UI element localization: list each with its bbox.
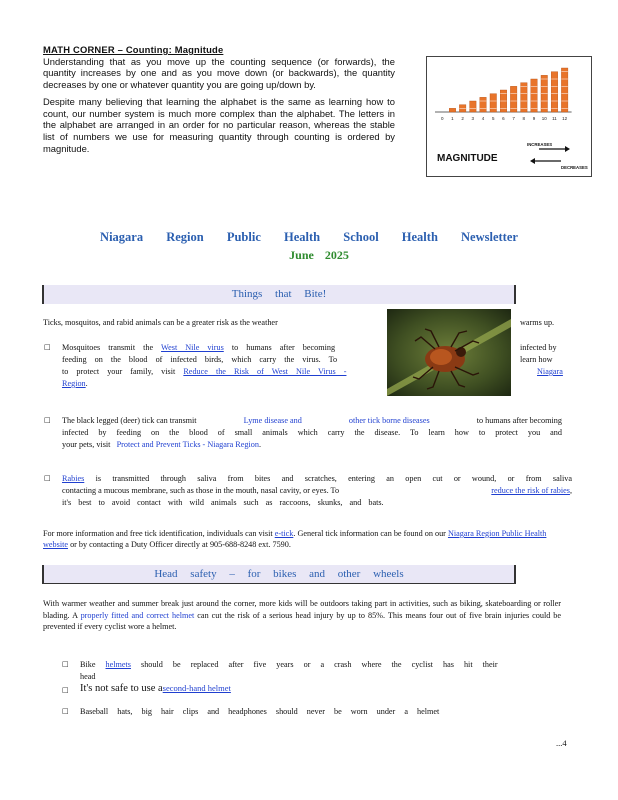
math-corner-paragraph-1: Understanding that as you move up the counting sequence (or forwards), the quantity increases by one and as you move down (or backwards), the quantity decreases by one or whatever quantity you are going up/down by. [43,55,395,91]
bullet-icon: □ [62,707,69,715]
bullet-icon: □ [62,660,69,668]
bullet-1-period: . [85,379,88,388]
bullet-icon: □ [44,474,51,482]
chart-bar [449,108,456,112]
link-niagara-region-1[interactable]: Region [62,379,86,388]
chart-tick-label: 2 [461,116,464,121]
section-1-intro: Ticks, mosquitos, and rabid animals can be a greater risk as the weather [43,318,278,327]
section-things-that-bite: Things that Bite! [42,285,516,304]
bullet-3-comma: , [569,486,572,495]
magnitude-chart [426,56,592,177]
chart-tick-label: 7 [512,116,515,121]
bullet-1-pre: Mosquitoes transmit the [62,343,154,352]
section-head-safety: Head safety – for bikes and other wheels [42,565,516,584]
more-info-pre: For more information and free tick identification, individuals can visit [43,529,273,538]
link-rabies[interactable]: Rabies [62,474,85,483]
decreases-arrow-head [530,158,535,164]
chart-tick-label: 5 [491,116,495,121]
magnitude-chart-svg [427,57,593,178]
tick-photo [387,309,511,396]
increases-arrow-head [565,146,570,152]
newsletter-title: Niagara Region Public Health School Health Newsletter [100,230,518,244]
bullet-icon: □ [44,343,51,351]
bullet-1-right-1: infected by [520,343,557,352]
math-corner-title: MATH CORNER – Counting: Magnitude [43,44,224,55]
chart-bar [470,101,477,112]
more-info-mid: . General tick information can be found on our [293,529,446,538]
bullet-2-line-2: infected by feeding on the blood of small animals which carry the disease. To learn how to protect you and [62,428,562,437]
chart-tick-label: 0 [440,116,444,121]
bullet-icon: □ [62,686,69,694]
chart-bar [490,94,497,112]
head-safety-intro-post: can cut the risk of a serious head injury by up to 85%. This means four out of five brain injuries could be prevented if every cyclist wore a helmet. [43,610,562,631]
link-reduce-risk-west-nile[interactable]: Reduce the Risk of West Nile Virus - [183,367,347,376]
more-info-paragraph [43,529,559,550]
section-1-intro-end: warms up. [520,318,555,327]
bullet-2-pre: The black legged (deer) tick can transmit [62,416,197,425]
link-lyme-disease[interactable]: Lyme disease and [243,416,302,425]
more-info-post: or by contacting a Duty Officer directly at 905-688-8248 ext. 7590. [70,539,291,549]
chart-tick-label: 12 [562,116,568,121]
bullet-1-line-2: feeding on the blood of infected birds, which carry the virus. To [62,355,338,364]
chart-tick-label: 10 [541,116,547,121]
bullet-mosquitoes [62,342,382,390]
link-e-tick[interactable]: e-tick [274,529,294,538]
bullet-helmet-replace [80,659,500,683]
chart-bar [480,97,487,112]
bullet-second-hand-helmet [80,683,231,694]
chart-bar [561,68,568,112]
bullet-no-hats: Baseball hats, big hair clips and headphones should never be worn under a helmet [80,707,440,716]
helmet-bullet-1-pre: Bike [80,660,96,669]
head-safety-intro [43,598,561,633]
bullet-1-line-3-pre: to protect your family, visit [62,367,176,376]
decreases-label: DECREASES [561,165,588,170]
chart-bar [521,83,528,112]
chart-tick-label: 4 [481,116,485,121]
chart-tick-label: 9 [532,116,536,121]
link-properly-fitted-helmet[interactable]: properly fitted and correct helmet [80,610,195,620]
math-corner [43,44,395,159]
chart-bar [531,79,538,112]
link-protect-prevent-ticks[interactable]: Protect and Prevent Ticks - Niagara Region [116,440,259,449]
bullet-2-line-3-pre: your pets, visit [62,440,111,449]
link-other-tick-borne[interactable]: other tick borne diseases [348,416,430,425]
link-niagara-region-2[interactable]: Niagara [537,367,563,376]
link-helmets[interactable]: helmets [105,660,131,669]
bullet-1-post: to humans after becoming [231,343,336,352]
bullet-rabies [62,473,572,509]
bullet-3-line-3: it's best to avoid contact with wild animals such as raccoons, skunks, and bats. [62,498,384,507]
bullet-icon: □ [44,416,51,424]
bullet-3-line-1: is transmitted through saliva from bites and scratches, entering an open cut or wound, or from saliva [95,474,573,483]
bullet-2-period: . [258,440,261,449]
chart-tick-label: 1 [451,116,454,121]
chart-tick-label: 8 [522,116,526,121]
chart-tick-label: 6 [502,116,505,121]
head-safety-intro-pre: With warmer weather and summer break just around the corner, more kids will be outdoors taking part in activities, such as biking, skateboarding or roller blading. A [43,599,561,620]
link-reduce-risk-rabies[interactable]: reduce the risk of rabies [491,486,570,495]
helmet-bullet-2-pre: It's not safe to use a [80,683,163,694]
math-corner-paragraph-2: Despite many believing that learning the alphabet is the same as learning how to count, our number system is much more complex than the alphabet. The letters in the alphabet are arranged in an order for no particular reason, whereas the stable list of numbers we use for measuring quantity through counting is ordered by magnitude. [43,95,395,154]
newsletter-date: June 2025 [289,248,349,262]
increases-label: INCREASES [527,142,553,147]
chart-tick-label: 11 [552,116,557,121]
helmet-bullet-1-post: should be replaced after five years or a crash where the cyclist has hit their head [80,660,498,681]
page-number: ...4 [556,738,567,748]
chart-tick-label: 3 [471,116,475,121]
bullet-2-post: to humans after becoming [476,416,562,425]
chart-bar [551,72,558,112]
chart-title: MAGNITUDE [437,153,498,164]
bullet-1-right-2: learn how [520,355,553,364]
link-public-health-website[interactable]: Niagara Region Public Health website [43,529,547,549]
link-west-nile-virus[interactable]: West Nile virus [161,343,224,352]
bullet-ticks [62,415,562,451]
link-second-hand-helmet[interactable]: second-hand helmet [162,683,231,693]
bullet-3-line-2-pre: contacting a mucous membrane, such as those in the mouth, nasal cavity, or eyes. To [62,486,340,495]
